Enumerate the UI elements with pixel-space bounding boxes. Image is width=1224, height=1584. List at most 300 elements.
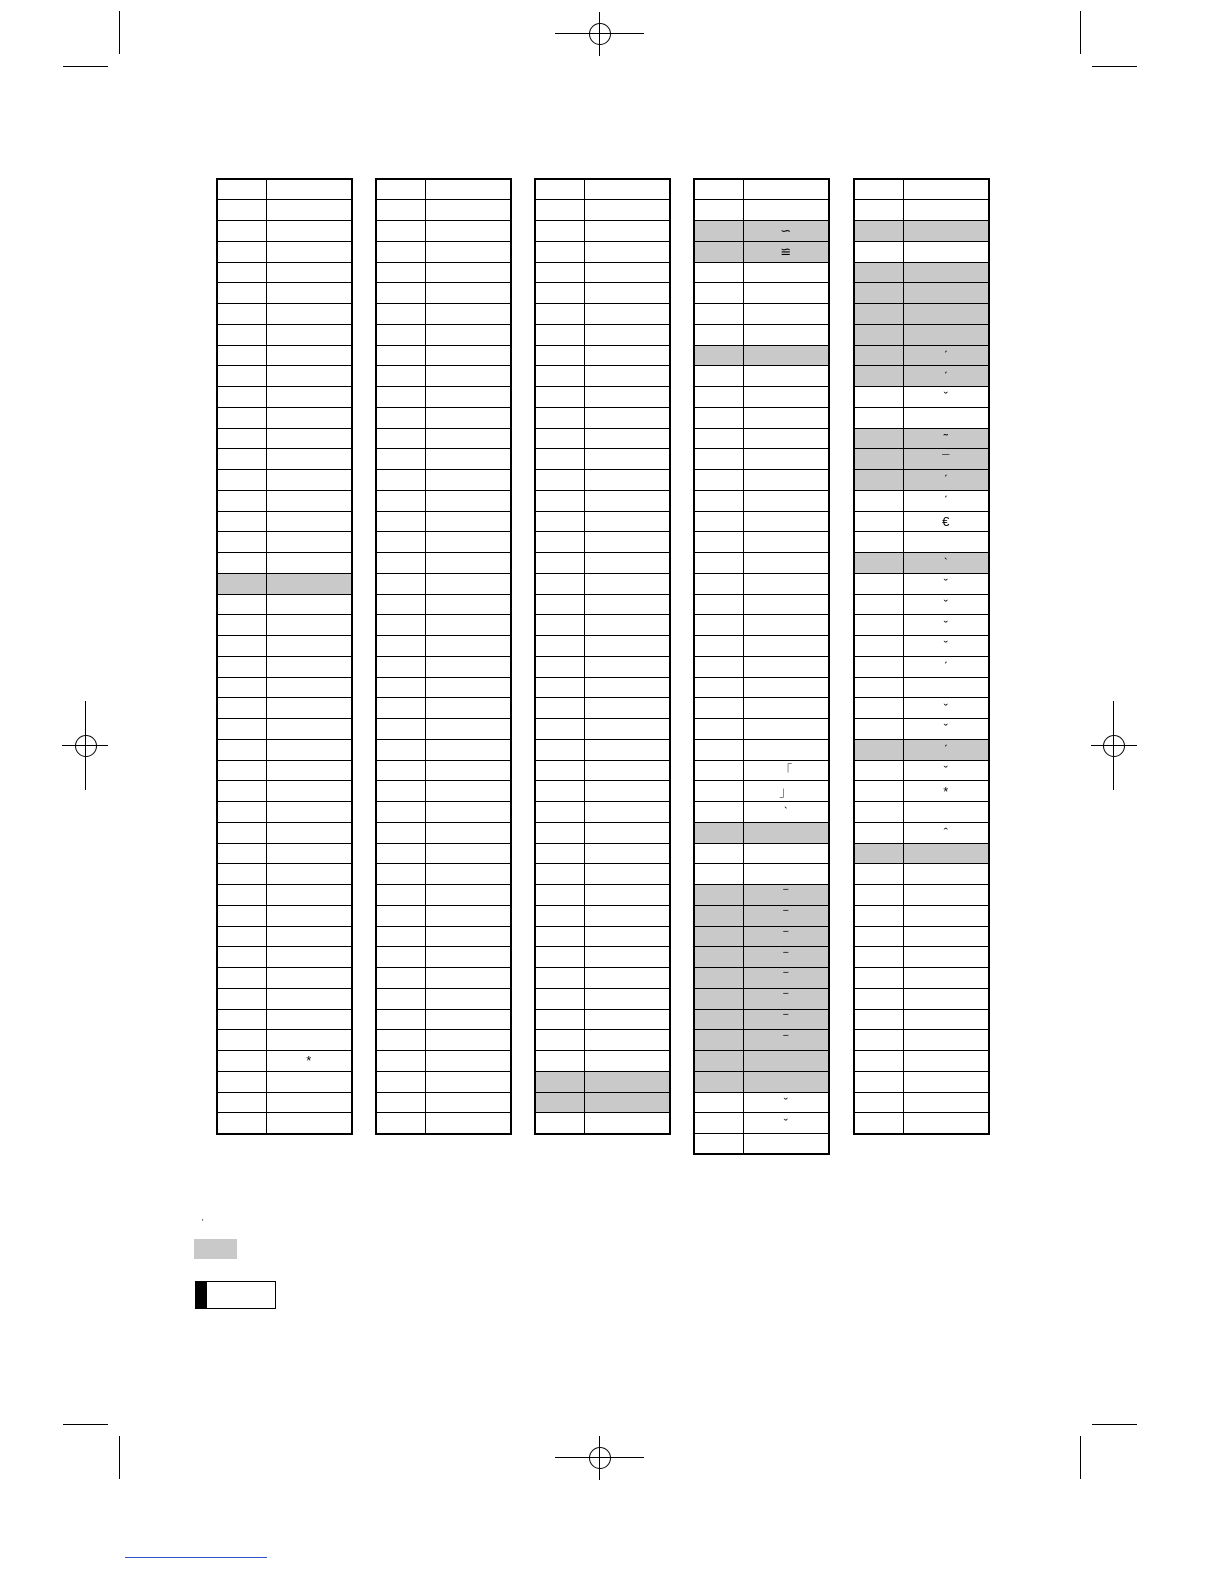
code-cell xyxy=(694,947,743,968)
table-row xyxy=(854,387,989,408)
table-row xyxy=(694,947,829,968)
code-cell xyxy=(854,719,903,740)
character-cell xyxy=(266,802,352,823)
table-row xyxy=(854,905,989,926)
crop-mark-br-h xyxy=(1092,1424,1137,1425)
table-row xyxy=(217,698,352,719)
code-cell xyxy=(694,822,743,843)
character-cell xyxy=(743,739,829,760)
character-cell: ˇ xyxy=(903,615,989,636)
table-row xyxy=(535,407,670,428)
table-row xyxy=(854,532,989,553)
character-cell xyxy=(903,304,989,325)
table-row xyxy=(217,449,352,470)
character-table-3 xyxy=(534,178,671,1135)
table-row xyxy=(217,221,352,242)
code-cell xyxy=(376,262,425,283)
table-row xyxy=(694,1051,829,1072)
character-cell xyxy=(743,470,829,491)
table-row xyxy=(217,1030,352,1051)
table-row xyxy=(535,1051,670,1072)
code-cell xyxy=(694,200,743,221)
table-row xyxy=(854,324,989,345)
table-row xyxy=(694,760,829,781)
character-cell xyxy=(266,885,352,906)
code-cell xyxy=(376,864,425,885)
character-cell xyxy=(584,511,670,532)
character-cell xyxy=(743,428,829,449)
code-cell xyxy=(535,407,584,428)
code-cell xyxy=(376,490,425,511)
character-cell xyxy=(266,179,352,200)
character-cell xyxy=(584,905,670,926)
character-cell xyxy=(425,324,511,345)
code-cell xyxy=(854,387,903,408)
crop-mark-tr-v xyxy=(1080,11,1081,54)
code-cell xyxy=(535,802,584,823)
table-row xyxy=(217,843,352,864)
code-cell xyxy=(535,968,584,989)
character-cell xyxy=(903,1092,989,1113)
legend-marker-box xyxy=(195,1281,276,1309)
table-row xyxy=(376,677,511,698)
code-cell xyxy=(217,781,266,802)
character-cell: ˊ xyxy=(903,739,989,760)
character-cell xyxy=(425,1071,511,1092)
table-row xyxy=(376,760,511,781)
table-row xyxy=(694,304,829,325)
table-row xyxy=(376,926,511,947)
code-cell xyxy=(376,200,425,221)
table-row xyxy=(217,490,352,511)
table-row xyxy=(376,698,511,719)
character-cell: ˇ xyxy=(903,594,989,615)
table-row xyxy=(854,947,989,968)
legend-shaded-swatch xyxy=(194,1239,237,1259)
code-cell xyxy=(535,221,584,242)
code-cell xyxy=(376,241,425,262)
table-row xyxy=(535,781,670,802)
code-cell xyxy=(535,366,584,387)
character-cell xyxy=(743,615,829,636)
character-cell xyxy=(743,719,829,740)
table-row xyxy=(217,1051,352,1072)
code-cell xyxy=(854,760,903,781)
table-row xyxy=(854,283,989,304)
table-row xyxy=(694,490,829,511)
character-cell xyxy=(584,822,670,843)
table-row xyxy=(535,324,670,345)
table-row xyxy=(694,615,829,636)
character-cell xyxy=(425,407,511,428)
table-row xyxy=(854,594,989,615)
table-row xyxy=(694,470,829,491)
code-cell xyxy=(694,781,743,802)
code-cell xyxy=(854,615,903,636)
code-cell xyxy=(854,221,903,242)
code-cell xyxy=(694,1051,743,1072)
table-row xyxy=(535,304,670,325)
character-cell xyxy=(425,449,511,470)
character-cell xyxy=(266,345,352,366)
code-cell xyxy=(217,573,266,594)
character-cell xyxy=(743,407,829,428)
table-row xyxy=(694,905,829,926)
code-cell xyxy=(694,179,743,200)
code-cell xyxy=(217,719,266,740)
table-row xyxy=(376,1030,511,1051)
character-cell xyxy=(425,636,511,657)
code-cell xyxy=(535,719,584,740)
table-row xyxy=(217,677,352,698)
table-row xyxy=(376,1051,511,1072)
code-cell xyxy=(854,781,903,802)
character-cell xyxy=(425,428,511,449)
table-row xyxy=(535,905,670,926)
code-cell xyxy=(535,1009,584,1030)
table-row xyxy=(535,221,670,242)
table-row xyxy=(694,1134,829,1155)
code-cell xyxy=(376,656,425,677)
character-cell xyxy=(266,262,352,283)
code-cell xyxy=(854,428,903,449)
table-row xyxy=(376,407,511,428)
code-cell xyxy=(217,822,266,843)
character-cell xyxy=(266,283,352,304)
table-row xyxy=(854,1071,989,1092)
crop-mark-br-v xyxy=(1080,1436,1081,1479)
table-row xyxy=(535,262,670,283)
character-cell xyxy=(903,802,989,823)
character-cell xyxy=(903,532,989,553)
character-cell xyxy=(266,656,352,677)
character-cell xyxy=(903,1071,989,1092)
character-cell xyxy=(266,490,352,511)
table-row xyxy=(217,366,352,387)
character-cell xyxy=(266,781,352,802)
table-row xyxy=(854,968,989,989)
code-cell xyxy=(217,677,266,698)
character-cell xyxy=(425,532,511,553)
table-row xyxy=(694,843,829,864)
character-cell xyxy=(425,553,511,574)
character-cell: ˇ xyxy=(743,1092,829,1113)
code-cell xyxy=(854,594,903,615)
character-cell xyxy=(584,200,670,221)
code-cell xyxy=(217,553,266,574)
code-cell xyxy=(376,387,425,408)
code-cell xyxy=(217,885,266,906)
code-cell xyxy=(694,594,743,615)
table-row xyxy=(376,221,511,242)
table-row xyxy=(535,1071,670,1092)
code-cell xyxy=(694,470,743,491)
table-row xyxy=(854,822,989,843)
code-cell xyxy=(535,822,584,843)
character-cell xyxy=(266,968,352,989)
table-row xyxy=(854,449,989,470)
code-cell xyxy=(376,698,425,719)
code-cell xyxy=(376,449,425,470)
character-cell xyxy=(425,1113,511,1134)
character-cell xyxy=(584,760,670,781)
code-cell xyxy=(217,905,266,926)
code-cell xyxy=(694,988,743,1009)
character-cell xyxy=(266,594,352,615)
table-row xyxy=(535,760,670,781)
code-cell xyxy=(217,449,266,470)
character-cell xyxy=(425,885,511,906)
character-cell xyxy=(425,470,511,491)
code-cell xyxy=(217,739,266,760)
table-row xyxy=(854,511,989,532)
character-cell: ‾ xyxy=(743,1009,829,1030)
code-cell xyxy=(217,1009,266,1030)
code-cell xyxy=(694,739,743,760)
character-cell xyxy=(425,739,511,760)
table-row xyxy=(854,366,989,387)
table-row xyxy=(535,947,670,968)
table-row xyxy=(854,1030,989,1051)
character-cell xyxy=(903,1051,989,1072)
table-row xyxy=(376,615,511,636)
code-cell xyxy=(694,615,743,636)
character-cell xyxy=(425,387,511,408)
crop-mark-tl-v xyxy=(119,11,120,54)
character-cell xyxy=(743,698,829,719)
character-cell xyxy=(266,200,352,221)
table-row xyxy=(535,636,670,657)
table-row xyxy=(854,656,989,677)
code-cell xyxy=(217,179,266,200)
character-cell xyxy=(903,677,989,698)
character-cell xyxy=(266,553,352,574)
table-row xyxy=(854,1113,989,1134)
code-cell xyxy=(535,677,584,698)
table-row xyxy=(535,449,670,470)
character-cell xyxy=(903,179,989,200)
code-cell xyxy=(854,573,903,594)
table-row xyxy=(854,843,989,864)
code-cell xyxy=(535,304,584,325)
character-cell xyxy=(743,200,829,221)
table-row xyxy=(535,387,670,408)
code-cell xyxy=(376,470,425,491)
table-row xyxy=(217,947,352,968)
table-row xyxy=(854,1051,989,1072)
code-cell xyxy=(854,926,903,947)
character-cell xyxy=(425,304,511,325)
code-cell xyxy=(376,781,425,802)
code-cell xyxy=(854,262,903,283)
code-cell xyxy=(854,532,903,553)
table-row xyxy=(854,262,989,283)
code-cell xyxy=(217,200,266,221)
character-cell xyxy=(584,594,670,615)
code-cell xyxy=(376,324,425,345)
character-cell: 「 xyxy=(743,760,829,781)
table-row xyxy=(694,968,829,989)
code-cell xyxy=(217,283,266,304)
character-cell xyxy=(425,656,511,677)
character-cell: ‾ xyxy=(743,968,829,989)
code-cell xyxy=(217,1113,266,1134)
character-cell xyxy=(425,366,511,387)
code-cell xyxy=(217,656,266,677)
code-cell xyxy=(217,1092,266,1113)
character-cell xyxy=(903,221,989,242)
character-cell xyxy=(903,262,989,283)
code-cell xyxy=(217,864,266,885)
table-row xyxy=(376,345,511,366)
code-cell xyxy=(535,926,584,947)
table-row xyxy=(694,885,829,906)
code-cell xyxy=(376,594,425,615)
character-cell: ≌ xyxy=(743,241,829,262)
character-cell xyxy=(743,387,829,408)
code-cell xyxy=(694,449,743,470)
character-cell xyxy=(425,345,511,366)
legend-tick: ' xyxy=(202,1218,204,1227)
table-row xyxy=(217,615,352,636)
code-cell xyxy=(376,885,425,906)
character-table-1 xyxy=(216,178,353,1135)
code-cell xyxy=(217,615,266,636)
table-row xyxy=(854,988,989,1009)
character-cell xyxy=(584,988,670,1009)
code-cell xyxy=(535,449,584,470)
character-table-4 xyxy=(693,178,830,1155)
character-cell xyxy=(743,1134,829,1155)
table-row xyxy=(694,636,829,657)
code-cell xyxy=(694,324,743,345)
character-cell xyxy=(743,262,829,283)
character-cell: * xyxy=(903,781,989,802)
table-row xyxy=(217,781,352,802)
character-cell: ˜ xyxy=(903,428,989,449)
table-row xyxy=(854,760,989,781)
table-row xyxy=(535,988,670,1009)
character-cell xyxy=(425,511,511,532)
table-row xyxy=(694,988,829,1009)
code-cell xyxy=(376,345,425,366)
code-cell xyxy=(535,1092,584,1113)
table-row xyxy=(376,470,511,491)
table-row xyxy=(217,511,352,532)
code-cell xyxy=(535,698,584,719)
code-cell xyxy=(376,179,425,200)
table-row xyxy=(694,387,829,408)
character-cell xyxy=(266,864,352,885)
character-cell xyxy=(266,1092,352,1113)
table-row xyxy=(217,636,352,657)
character-cell xyxy=(903,905,989,926)
code-cell xyxy=(376,1092,425,1113)
table-row xyxy=(535,843,670,864)
code-cell xyxy=(376,947,425,968)
code-cell xyxy=(376,739,425,760)
table-row xyxy=(694,553,829,574)
code-cell xyxy=(376,553,425,574)
code-cell xyxy=(376,304,425,325)
character-cell xyxy=(584,1092,670,1113)
table-row xyxy=(376,262,511,283)
table-row xyxy=(535,1030,670,1051)
table-row xyxy=(535,615,670,636)
character-cell xyxy=(743,1071,829,1092)
table-row xyxy=(854,1009,989,1030)
table-row xyxy=(694,221,829,242)
code-cell xyxy=(376,1113,425,1134)
table-row xyxy=(535,366,670,387)
character-table-2 xyxy=(375,178,512,1135)
character-cell xyxy=(903,1009,989,1030)
character-cell xyxy=(584,698,670,719)
character-cell xyxy=(903,926,989,947)
code-cell xyxy=(535,324,584,345)
table-row xyxy=(854,885,989,906)
character-cell xyxy=(743,553,829,574)
character-cell xyxy=(584,573,670,594)
character-cell xyxy=(425,760,511,781)
code-cell xyxy=(217,324,266,345)
code-cell xyxy=(535,428,584,449)
code-cell xyxy=(535,656,584,677)
table-row xyxy=(535,802,670,823)
character-cell xyxy=(425,864,511,885)
code-cell xyxy=(854,366,903,387)
table-row xyxy=(535,241,670,262)
character-cell xyxy=(425,802,511,823)
code-cell xyxy=(535,988,584,1009)
code-cell xyxy=(535,760,584,781)
code-cell xyxy=(217,428,266,449)
table-row xyxy=(376,179,511,200)
character-cell: ˋ xyxy=(903,553,989,574)
table-row xyxy=(217,324,352,345)
table-row xyxy=(694,739,829,760)
character-cell xyxy=(743,283,829,304)
code-cell xyxy=(535,387,584,408)
code-cell xyxy=(854,407,903,428)
code-cell xyxy=(535,241,584,262)
code-cell xyxy=(535,511,584,532)
code-cell xyxy=(694,1113,743,1134)
table-row xyxy=(694,594,829,615)
code-cell xyxy=(694,843,743,864)
code-cell xyxy=(376,407,425,428)
character-cell xyxy=(584,221,670,242)
character-cell xyxy=(584,615,670,636)
table-row xyxy=(217,1092,352,1113)
table-row xyxy=(535,677,670,698)
character-cell: ‾ xyxy=(743,947,829,968)
code-cell xyxy=(694,802,743,823)
character-cell xyxy=(584,781,670,802)
character-cell xyxy=(425,221,511,242)
character-cell xyxy=(743,449,829,470)
table-row xyxy=(217,553,352,574)
table-row xyxy=(376,1009,511,1030)
character-cell xyxy=(903,864,989,885)
code-cell xyxy=(854,822,903,843)
table-row xyxy=(854,615,989,636)
table-row xyxy=(694,1071,829,1092)
table-row xyxy=(376,532,511,553)
code-cell xyxy=(217,698,266,719)
code-cell xyxy=(535,573,584,594)
code-cell xyxy=(694,1009,743,1030)
